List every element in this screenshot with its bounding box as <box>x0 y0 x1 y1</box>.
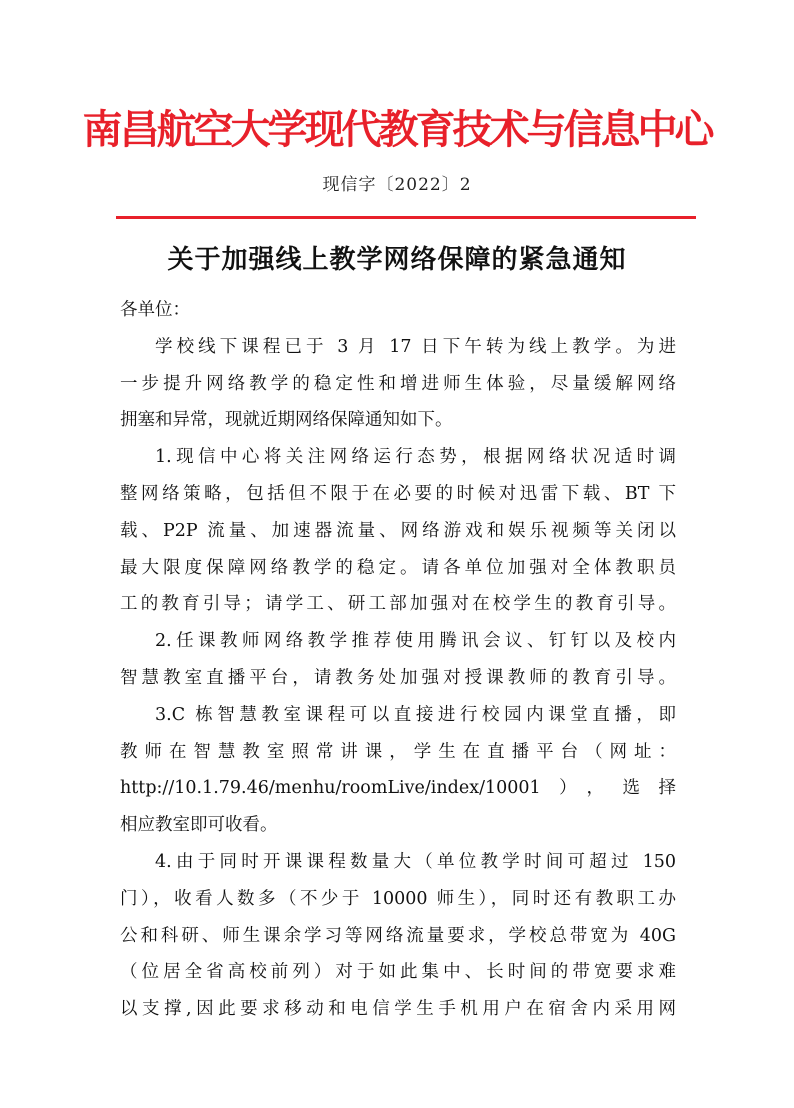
paragraph-intro <box>120 329 676 439</box>
document-title: 关于加强线上教学网络保障的紧急通知 <box>167 245 627 275</box>
paragraph-item-3 <box>120 697 676 844</box>
paragraph-line: 智慧教室直播平台，请教务处加强对授课教师的教育引导。 <box>120 667 676 688</box>
paragraph-line: 门），收看人数多（不少于 10000 师生），同时还有教职工办 <box>120 888 676 909</box>
paragraph-line: 整网络策略，包括但不限于在必要的时候对迅雷下载、BT 下 <box>120 483 676 504</box>
paragraph-line: 拥塞和异常，现就近期网络保障通知如下。 <box>120 410 453 431</box>
paragraph-line: 相应教室即可收看。 <box>120 815 278 836</box>
paragraph-line: 工的教育引导；请学工、研工部加强对在校学生的教育引导。 <box>120 594 676 615</box>
paragraph-item-2 <box>120 623 676 697</box>
paragraph-line: 最大限度保障网络教学的稳定。请各单位加强对全体教职员 <box>120 557 676 578</box>
paragraph-item-1 <box>120 439 676 623</box>
paragraph-line: 一步提升网络教学的稳定性和增进师生体验，尽量缓解网络 <box>120 373 676 394</box>
red-divider-line <box>116 216 696 219</box>
paragraph-line: 1.现信中心将关注网络运行态势，根据网络状况适时调 <box>155 447 676 468</box>
paragraph-line: 教师在智慧教室照常讲课，学生在直播平台（网址： <box>120 741 676 762</box>
paragraph-line: 载、P2P 流量、加速器流量、网络游戏和娱乐视频等关闭以 <box>120 520 676 541</box>
paragraph-line: 学校线下课程已于 3 月 17 日下午转为线上教学。为进 <box>155 336 676 357</box>
organization-header: 南昌航空大学现代教育技术与信息中心 <box>82 107 712 153</box>
paragraph-line: 公和科研、师生课余学习等网络流量要求，学校总带宽为 40G <box>120 925 676 946</box>
document-body <box>120 292 676 1028</box>
paragraph-item-4 <box>120 844 676 1028</box>
paragraph-line: 4.由于同时开课课程数量大（单位教学时间可超过 150 <box>155 851 676 872</box>
paragraph-line: （位居全省高校前列）对于如此集中、长时间的带宽要求难 <box>120 962 676 983</box>
paragraph-line: 以支撑,因此要求移动和电信学生手机用户在宿舍内采用网 <box>120 999 676 1020</box>
paragraph-line: 3.C 栋智慧教室课程可以直接进行校园内课堂直播，即 <box>155 704 676 725</box>
paragraph-line: 2.任课教师网络教学推荐使用腾讯会议、钉钉以及校内 <box>155 631 676 652</box>
document-number: 现信字〔2022〕2 <box>322 175 472 195</box>
paragraph-line: http://10.1.79.46/menhu/roomLive/index/10001），选择 <box>120 778 676 799</box>
salutation: 各单位： <box>120 300 190 320</box>
